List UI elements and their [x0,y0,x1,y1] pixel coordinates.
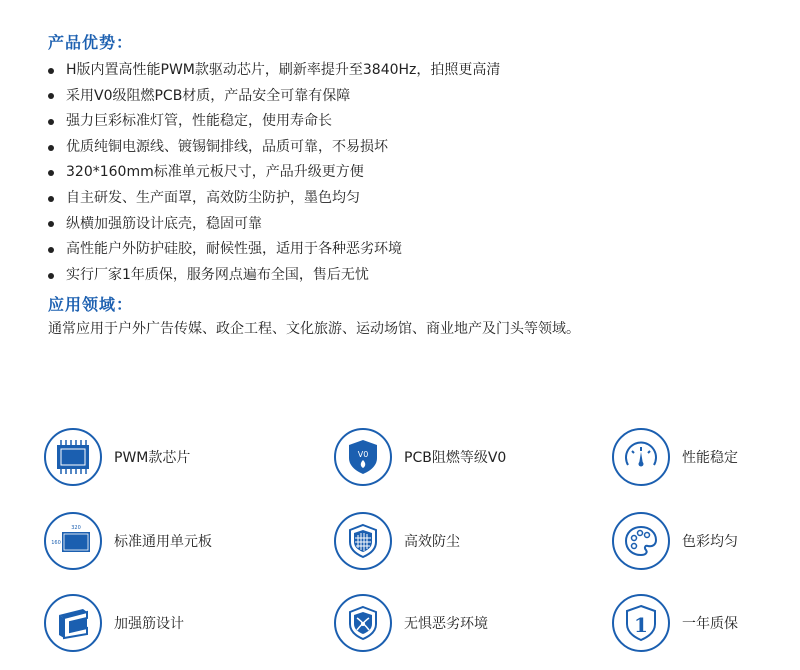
feature-label: 高效防尘 [404,534,460,550]
svg-text:1: 1 [634,613,648,637]
rib-beam-icon [44,594,102,652]
advantages-list [48,58,500,288]
feature-item [612,594,738,652]
gauge-icon [612,428,670,486]
feature-item [44,594,184,652]
bullet-icon [48,93,54,99]
feature-item [334,512,460,570]
feature-label: 加强筋设计 [114,616,184,632]
svg-text:320: 320 [71,525,81,531]
advantages-title: 产品优势： [48,33,134,52]
list-item: 强力巨彩标准灯管，性能稳定，使用寿命长 [48,109,500,135]
feature-label: 性能稳定 [682,450,738,466]
feature-item [334,594,488,652]
palette-icon [612,512,670,570]
list-item: 采用V0级阻燃PCB材质，产品安全可靠有保障 [48,84,500,110]
svg-text:V0: V0 [357,450,369,459]
chip-icon [44,428,102,486]
feature-item [612,512,738,570]
warranty-one-icon [612,594,670,652]
feature-item [612,428,738,486]
feature-label: 一年质保 [682,616,738,632]
bullet-icon [48,196,54,202]
unit-board-icon [44,512,102,570]
feature-label: 色彩均匀 [682,534,738,550]
weather-shield-icon [334,594,392,652]
feature-item [44,512,212,570]
list-item: 实行厂家1年质保，服务网点遍布全国，售后无忧 [48,263,500,289]
application-title: 应用领域： [48,295,134,314]
list-item: 优质纯铜电源线、镀锡铜排线，品质可靠，不易损坏 [48,135,500,161]
dust-shield-icon [334,512,392,570]
list-item: 高性能户外防护硅胶，耐候性强，适用于各种恶劣环境 [48,237,500,263]
feature-label: 标准通用单元板 [114,534,212,550]
svg-text:160: 160 [51,540,61,546]
bullet-icon [48,68,54,74]
feature-item [334,428,506,486]
list-item: 自主研发、生产面罩，高效防尘防护，墨色均匀 [48,186,500,212]
bullet-icon [48,145,54,151]
list-item: 320*160mm标准单元板尺寸，产品升级更方便 [48,160,500,186]
bullet-icon [48,273,54,279]
feature-label: PWM款芯片 [114,450,191,466]
bullet-icon [48,247,54,253]
feature-item [44,428,190,486]
feature-label: PCB阻燃等级V0 [404,450,507,466]
list-item: H版内置高性能PWM款驱动芯片，刷新率提升至3840Hz，拍照更高清 [48,58,500,84]
bullet-icon [48,119,54,125]
list-item: 纵横加强筋设计底壳，稳固可靠 [48,212,500,238]
feature-label: 无惧恶劣环境 [404,616,488,632]
bullet-icon [48,221,54,227]
shield-v0-icon [334,428,392,486]
bullet-icon [48,170,54,176]
application-text: 通常应用于户外广告传媒、政企工程、文化旅游、运动场馆、商业地产及门头等领域。 [48,321,580,337]
